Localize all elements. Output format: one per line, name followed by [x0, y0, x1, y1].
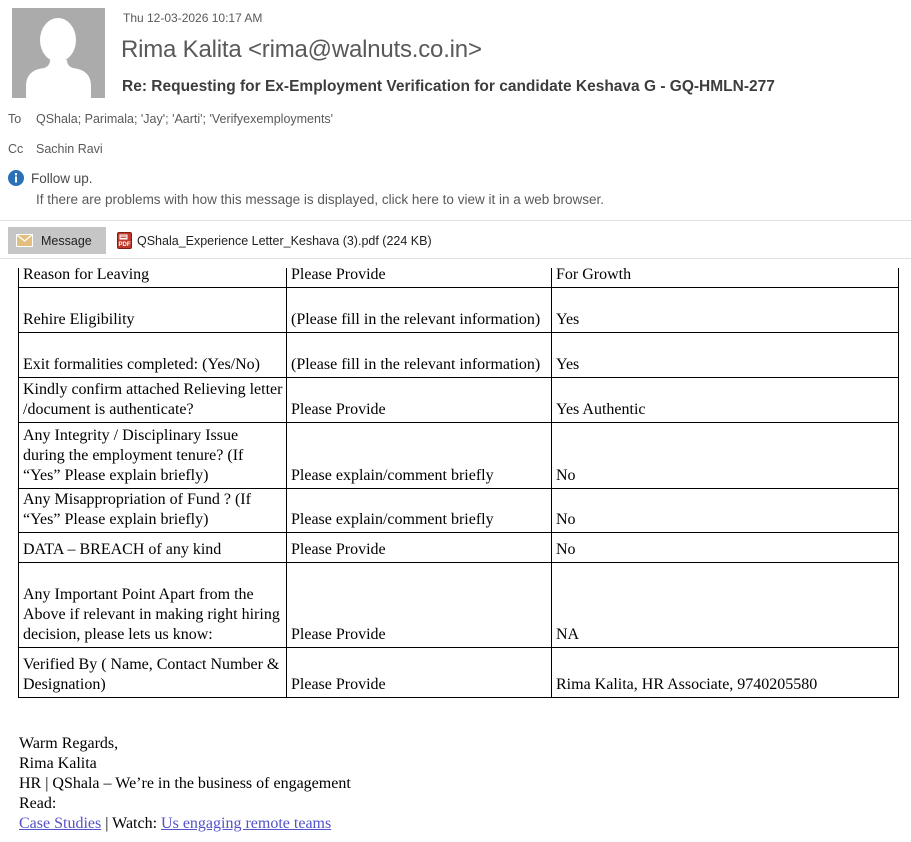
- table-cell: No: [552, 423, 899, 489]
- table-cell: Kindly confirm attached Relieving letter /document is authenticate?: [19, 378, 287, 423]
- envelope-icon: [16, 234, 33, 247]
- table-cell: Verified By ( Name, Contact Number & Designation): [19, 648, 287, 698]
- verification-table: [18, 268, 899, 698]
- table-row: [19, 268, 899, 288]
- table-row: [19, 333, 899, 378]
- remote-teams-link[interactable]: Us engaging remote teams: [161, 815, 332, 832]
- table-cell: Please Provide: [287, 533, 552, 563]
- table-cell: No: [552, 533, 899, 563]
- svg-text:PDF: PDF: [118, 242, 131, 248]
- followup-text: Follow up.: [31, 170, 93, 186]
- to-label: To: [8, 112, 22, 126]
- table-cell: No: [552, 489, 899, 533]
- table-row: [19, 288, 899, 333]
- pdf-file-icon: [117, 232, 132, 249]
- table-cell: Any Integrity / Disciplinary Issue during the employment tenure? (If “Yes” Please explain briefly): [19, 423, 287, 489]
- table-cell: DATA – BREACH of any kind: [19, 533, 287, 563]
- table-cell: Rima Kalita, HR Associate, 9740205580: [552, 648, 899, 698]
- table-body: [19, 268, 899, 698]
- cc-recipients[interactable]: Sachin Ravi: [36, 142, 103, 156]
- sender-avatar[interactable]: [12, 8, 105, 98]
- to-recipients[interactable]: QShala; Parimala; 'Jay'; 'Aarti'; 'Verifyexemployments': [36, 112, 334, 126]
- email-date: Thu 12-03-2026 10:17 AM: [123, 11, 263, 25]
- table-cell: Please Provide: [287, 378, 552, 423]
- table-cell: Please explain/comment briefly: [287, 423, 552, 489]
- table-row: [19, 648, 899, 698]
- table-cell: Rehire Eligibility: [19, 288, 287, 333]
- table-cell: (Please fill in the relevant information): [287, 333, 552, 378]
- table-cell: Any Important Point Apart from the Above if relevant in making right hiring decision, please lets us know:: [19, 563, 287, 648]
- signature-links-line: [19, 814, 351, 834]
- to-row: [8, 112, 333, 126]
- table-cell: Reason for Leaving: [19, 268, 287, 288]
- signature-line: Rima Kalita: [19, 755, 97, 772]
- attachment-strip: [0, 220, 911, 259]
- table-cell: Any Misappropriation of Fund ? (If “Yes” Please explain briefly): [19, 489, 287, 533]
- person-silhouette-icon: [12, 8, 105, 98]
- email-subject: Re: Requesting for Ex-Employment Verification for candidate Keshava G - GQ-HMLN-277: [122, 78, 775, 95]
- table-row: [19, 378, 899, 423]
- message-tab[interactable]: [8, 227, 106, 254]
- message-tab-label: Message: [41, 233, 92, 248]
- pdf-attachment-label: QShala_Experience Letter_Keshava (3).pdf (224 KB): [137, 233, 432, 248]
- table-cell: Yes: [552, 288, 899, 333]
- email-body-table-region: [18, 268, 899, 698]
- sender-name-email[interactable]: Rima Kalita <rima@walnuts.co.in>: [121, 36, 482, 63]
- info-icon: [8, 170, 24, 186]
- table-cell: For Growth: [552, 268, 899, 288]
- signature-line: Read:: [19, 795, 57, 812]
- table-cell: NA: [552, 563, 899, 648]
- pdf-attachment[interactable]: [117, 227, 432, 254]
- table-row: [19, 423, 899, 489]
- table-cell: Exit formalities completed: (Yes/No): [19, 333, 287, 378]
- table-cell: Please explain/comment briefly: [287, 489, 552, 533]
- watch-separator: | Watch:: [101, 815, 162, 832]
- view-in-browser-notice[interactable]: If there are problems with how this message is displayed, click here to view it in a web browser.: [36, 192, 605, 207]
- table-cell: Please Provide: [287, 268, 552, 288]
- case-studies-link[interactable]: Case Studies: [19, 815, 102, 832]
- table-cell: Yes: [552, 333, 899, 378]
- table-row: [19, 563, 899, 648]
- followup-row: [8, 170, 93, 186]
- table-cell: Please Provide: [287, 563, 552, 648]
- table-cell: (Please fill in the relevant information): [287, 288, 552, 333]
- table-cell: Please Provide: [287, 648, 552, 698]
- signature-line: HR | QShala – We’re in the business of engagement: [19, 775, 351, 792]
- email-signature: [19, 734, 351, 834]
- cc-label: Cc: [8, 142, 24, 156]
- table-row: [19, 489, 899, 533]
- table-row: [19, 533, 899, 563]
- table-cell: Yes Authentic: [552, 378, 899, 423]
- signature-line: Warm Regards,: [19, 735, 119, 752]
- cc-row: [8, 142, 103, 156]
